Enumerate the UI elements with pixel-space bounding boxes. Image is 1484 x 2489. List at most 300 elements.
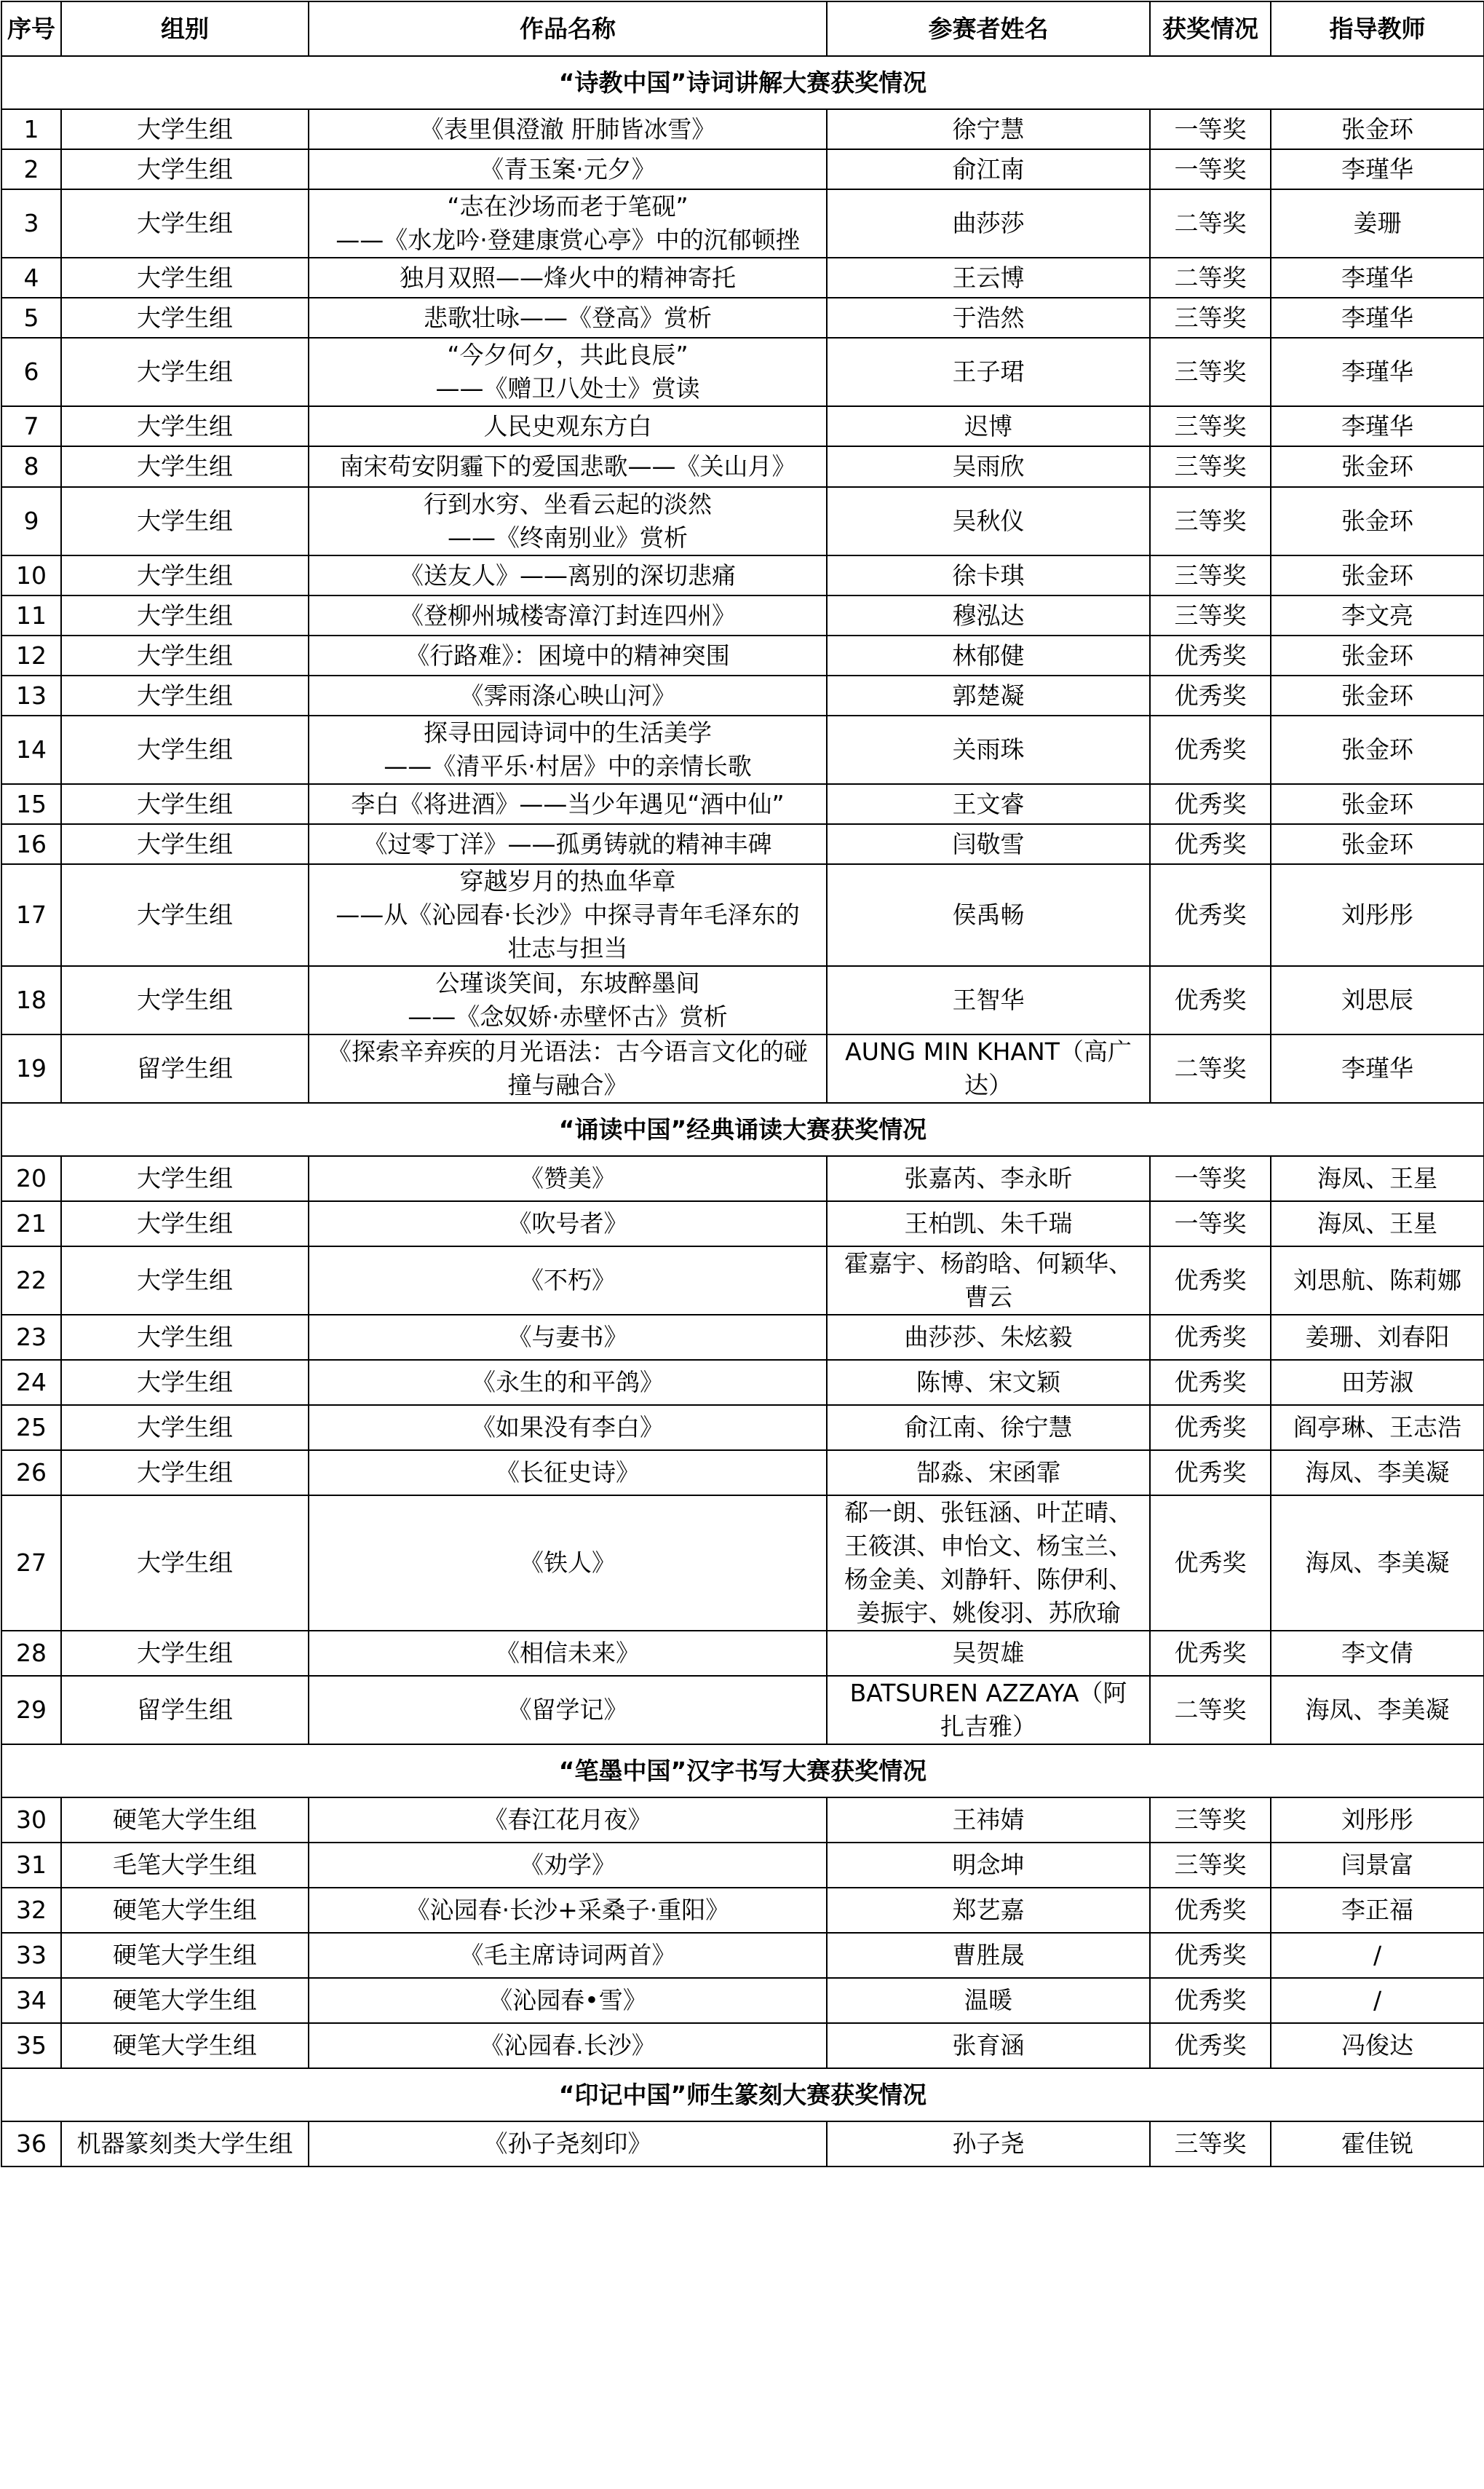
cell-group: 大学生组 [61, 864, 309, 966]
table-row [1, 1246, 1484, 1315]
table-row [1, 149, 1484, 189]
cell-participants-line: 郭楚凝 [952, 681, 1025, 710]
cell-work-title-line: 《沁园春•雪》 [488, 1986, 647, 2014]
cell-teacher: 刘思航、陈莉娜 [1271, 1246, 1484, 1315]
cell-group: 留学生组 [61, 1034, 309, 1103]
table-body [1, 56, 1484, 2167]
cell-teacher: 海凤、李美凝 [1271, 1495, 1484, 1631]
table-row [1, 1405, 1484, 1450]
cell-index: 4 [1, 258, 61, 298]
cell-work-title [309, 189, 827, 258]
cell-teacher: 李瑾华 [1271, 1034, 1484, 1103]
cell-participants-line: 王文睿 [952, 789, 1025, 818]
cell-award: 三等奖 [1150, 1797, 1271, 1843]
table-row [1, 1631, 1484, 1676]
cell-participants [827, 338, 1150, 406]
cell-participants [827, 149, 1150, 189]
cell-teacher: 张金环 [1271, 824, 1484, 864]
cell-index: 2 [1, 149, 61, 189]
cell-work-title [309, 636, 827, 676]
cell-work-title [309, 446, 827, 487]
section-row [1, 56, 1484, 109]
cell-participants [827, 1797, 1150, 1843]
cell-work-title [309, 1495, 827, 1631]
cell-work-title [309, 2023, 827, 2068]
cell-participants-line: 曹胜晟 [952, 1941, 1025, 1969]
cell-group: 硬笔大学生组 [61, 1933, 309, 1978]
cell-participants [827, 1676, 1150, 1744]
cell-participants-line: 张育涵 [952, 2031, 1025, 2059]
cell-award: 优秀奖 [1150, 2023, 1271, 2068]
cell-participants-line: 迟博 [964, 411, 1012, 440]
cell-work-title [309, 298, 827, 338]
cell-award: 三等奖 [1150, 595, 1271, 636]
cell-participants-line: 王筱淇、申怡文、杨宝兰、 [844, 1532, 1132, 1560]
cell-teacher: 张金环 [1271, 109, 1484, 149]
cell-award: 优秀奖 [1150, 676, 1271, 716]
cell-work-title-line: 《春江花月夜》 [483, 1805, 652, 1834]
cell-group: 硬笔大学生组 [61, 1797, 309, 1843]
header-index: 序号 [1, 1, 61, 56]
section-title: “笔墨中国”汉字书写大赛获奖情况 [1, 1744, 1484, 1797]
cell-work-title-line: ——《终南别业》赏析 [448, 523, 688, 552]
table-row [1, 864, 1484, 966]
cell-work-title-line: 《青玉案·元夕》 [480, 154, 656, 183]
cell-work-title-line: 《留学记》 [507, 1695, 628, 1724]
table-header [1, 1, 1484, 56]
cell-participants-line: 俞江南 [952, 154, 1025, 183]
cell-participants [827, 1405, 1150, 1450]
cell-participants [827, 406, 1150, 446]
cell-participants-line: AUNG MIN KHANT（高广 [845, 1037, 1132, 1066]
cell-work-title-line: 李白《将进酒》——当少年遇见“酒中仙” [351, 789, 785, 818]
cell-index: 1 [1, 109, 61, 149]
cell-work-title [309, 1360, 827, 1405]
cell-participants [827, 1246, 1150, 1315]
cell-work-title [309, 1978, 827, 2023]
cell-work-title-line: 《探索辛弃疾的月光语法：古今语言文化的碰 [328, 1037, 808, 1066]
cell-group: 大学生组 [61, 258, 309, 298]
cell-participants [827, 1360, 1150, 1405]
cell-work-title [309, 1156, 827, 1201]
cell-teacher: 李文亮 [1271, 595, 1484, 636]
cell-group: 留学生组 [61, 1676, 309, 1744]
cell-index: 8 [1, 446, 61, 487]
table-row [1, 636, 1484, 676]
cell-participants-line: BATSUREN AZZAYA（阿 [849, 1679, 1127, 1707]
cell-participants [827, 1315, 1150, 1360]
cell-award: 优秀奖 [1150, 1933, 1271, 1978]
cell-index: 35 [1, 2023, 61, 2068]
cell-work-title [309, 1201, 827, 1246]
cell-index: 36 [1, 2121, 61, 2167]
cell-participants-line: 霍嘉宇、杨韵晗、何颖华、 [844, 1249, 1132, 1278]
cell-participants-line: 林郁健 [952, 641, 1025, 670]
cell-work-title [309, 716, 827, 784]
cell-award: 三等奖 [1150, 298, 1271, 338]
section-row [1, 2068, 1484, 2121]
cell-work-title-line: 南宋苟安阴霾下的爱国悲歌——《关山月》 [339, 452, 796, 480]
cell-work-title [309, 1246, 827, 1315]
cell-participants [827, 1631, 1150, 1676]
cell-participants-line: 郗一朗、张钰涵、叶芷晴、 [844, 1498, 1132, 1527]
cell-work-title-line: 《与妻书》 [507, 1323, 628, 1351]
cell-work-title-line: ——《念奴娇·赤壁怀古》赏析 [408, 1002, 728, 1031]
cell-participants-line: 王智华 [952, 986, 1025, 1014]
cell-participants [827, 784, 1150, 824]
cell-award: 优秀奖 [1150, 1246, 1271, 1315]
cell-teacher: 姜珊 [1271, 189, 1484, 258]
cell-index: 20 [1, 1156, 61, 1201]
cell-participants [827, 109, 1150, 149]
cell-award: 优秀奖 [1150, 1315, 1271, 1360]
cell-participants-line: 俞江南、徐宁慧 [904, 1413, 1073, 1441]
header-teacher: 指导教师 [1271, 1, 1484, 56]
cell-group: 大学生组 [61, 298, 309, 338]
cell-participants-line: 穆泓达 [952, 601, 1025, 630]
table-row [1, 555, 1484, 595]
cell-participants [827, 864, 1150, 966]
cell-award: 一等奖 [1150, 1156, 1271, 1201]
table-row [1, 2121, 1484, 2167]
table-row [1, 487, 1484, 555]
cell-participants [827, 446, 1150, 487]
cell-participants-line: 温暖 [964, 1986, 1012, 2014]
cell-index: 6 [1, 338, 61, 406]
cell-participants-line: 王祎婧 [952, 1805, 1025, 1834]
cell-work-title-line: ——《水龙吟·登建康赏心亭》中的沉郁顿挫 [336, 226, 800, 254]
cell-participants [827, 636, 1150, 676]
table-row [1, 1201, 1484, 1246]
table-row [1, 1156, 1484, 1201]
cell-index: 15 [1, 784, 61, 824]
cell-work-title-line: 悲歌壮咏——《登高》赏析 [424, 303, 712, 332]
cell-group: 大学生组 [61, 1315, 309, 1360]
cell-index: 9 [1, 487, 61, 555]
cell-index: 26 [1, 1450, 61, 1495]
cell-work-title-line: 探寻田园诗词中的生活美学 [424, 719, 712, 747]
cell-teacher: 刘思辰 [1271, 966, 1484, 1034]
cell-work-title [309, 1450, 827, 1495]
cell-group: 大学生组 [61, 555, 309, 595]
cell-work-title-line: 公瑾谈笑间，东坡醉墨间 [435, 969, 700, 997]
table-row [1, 1315, 1484, 1360]
cell-work-title-line: ——《赠卫八处士》赏读 [435, 374, 700, 403]
cell-participants [827, 966, 1150, 1034]
cell-work-title-line: 《行路难》：困境中的精神突围 [405, 641, 730, 670]
cell-teacher: 刘彤彤 [1271, 864, 1484, 966]
cell-participants-line: 明念坤 [952, 1851, 1025, 1879]
cell-group: 毛笔大学生组 [61, 1843, 309, 1888]
cell-teacher: 姜珊、刘春阳 [1271, 1315, 1484, 1360]
cell-participants [827, 716, 1150, 784]
cell-index: 19 [1, 1034, 61, 1103]
cell-group: 硬笔大学生组 [61, 1888, 309, 1933]
section-row [1, 1744, 1484, 1797]
cell-group: 大学生组 [61, 189, 309, 258]
cell-work-title-line: 《吹号者》 [507, 1209, 628, 1238]
cell-work-title-line: 《登柳州城楼寄漳汀封连四州》 [400, 601, 736, 630]
cell-work-title-line: 《铁人》 [520, 1548, 616, 1577]
cell-participants-line: 吴秋仪 [952, 507, 1025, 535]
cell-participants-line: 陈博、宋文颖 [916, 1368, 1060, 1396]
cell-teacher: 张金环 [1271, 555, 1484, 595]
cell-index: 18 [1, 966, 61, 1034]
cell-work-title [309, 784, 827, 824]
cell-work-title-line: ——《清平乐·村居》中的亲情长歌 [384, 752, 752, 780]
cell-index: 10 [1, 555, 61, 595]
cell-work-title-line: 《不朽》 [520, 1266, 616, 1294]
cell-participants-line: 郜淼、宋函霏 [916, 1458, 1060, 1487]
cell-participants-line: 郑艺嘉 [952, 1896, 1025, 1924]
cell-award: 一等奖 [1150, 149, 1271, 189]
table-row [1, 1843, 1484, 1888]
cell-group: 大学生组 [61, 1201, 309, 1246]
table-row [1, 446, 1484, 487]
cell-work-title-line: 《永生的和平鸽》 [472, 1368, 664, 1396]
cell-teacher: 李瑾华 [1271, 258, 1484, 298]
cell-group: 大学生组 [61, 784, 309, 824]
cell-work-title-line: 行到水穷、坐看云起的淡然 [424, 490, 712, 518]
cell-work-title-line: 《霁雨涤心映山河》 [459, 681, 676, 710]
cell-group: 硬笔大学生组 [61, 1978, 309, 2023]
cell-award: 三等奖 [1150, 1843, 1271, 1888]
section-row [1, 1103, 1484, 1156]
cell-participants-line: 达） [964, 1071, 1012, 1099]
cell-work-title [309, 595, 827, 636]
table-row [1, 1888, 1484, 1933]
cell-index: 23 [1, 1315, 61, 1360]
cell-index: 24 [1, 1360, 61, 1405]
cell-work-title [309, 1797, 827, 1843]
cell-teacher: 张金环 [1271, 636, 1484, 676]
cell-work-title [309, 1676, 827, 1744]
cell-work-title-line: 独月双照——烽火中的精神寄托 [400, 263, 736, 292]
cell-group: 大学生组 [61, 1156, 309, 1201]
cell-index: 27 [1, 1495, 61, 1631]
cell-work-title-line: 《赞美》 [520, 1164, 616, 1192]
cell-award: 优秀奖 [1150, 1495, 1271, 1631]
cell-index: 25 [1, 1405, 61, 1450]
cell-participants [827, 595, 1150, 636]
cell-work-title-line: “今夕何夕，共此良辰” [447, 341, 689, 369]
cell-teacher: 李瑾华 [1271, 406, 1484, 446]
cell-participants-line: 闫敬雪 [952, 829, 1025, 858]
cell-participants [827, 1843, 1150, 1888]
section-title: “印记中国”师生篆刻大赛获奖情况 [1, 2068, 1484, 2121]
cell-work-title [309, 338, 827, 406]
cell-teacher: 李文倩 [1271, 1631, 1484, 1676]
cell-award: 三等奖 [1150, 406, 1271, 446]
cell-work-title [309, 2121, 827, 2167]
cell-work-title [309, 966, 827, 1034]
cell-index: 13 [1, 676, 61, 716]
cell-award: 优秀奖 [1150, 716, 1271, 784]
cell-participants [827, 298, 1150, 338]
cell-participants [827, 1201, 1150, 1246]
cell-teacher: 海凤、李美凝 [1271, 1450, 1484, 1495]
cell-participants [827, 487, 1150, 555]
cell-teacher: 田芳淑 [1271, 1360, 1484, 1405]
cell-teacher: 刘彤彤 [1271, 1797, 1484, 1843]
cell-participants [827, 824, 1150, 864]
cell-participants [827, 258, 1150, 298]
cell-work-title-line: ——从《沁园春·长沙》中探寻青年毛泽东的 [336, 901, 800, 929]
cell-index: 29 [1, 1676, 61, 1744]
cell-work-title-line: 《送友人》——离别的深切悲痛 [400, 561, 736, 590]
cell-participants [827, 1156, 1150, 1201]
cell-work-title [309, 555, 827, 595]
cell-index: 22 [1, 1246, 61, 1315]
cell-award: 一等奖 [1150, 109, 1271, 149]
table-row [1, 1034, 1484, 1103]
cell-award: 优秀奖 [1150, 1360, 1271, 1405]
cell-participants [827, 1495, 1150, 1631]
cell-group: 大学生组 [61, 446, 309, 487]
cell-work-title-line: 《劝学》 [520, 1851, 616, 1879]
cell-award: 优秀奖 [1150, 966, 1271, 1034]
cell-participants-line: 侯禹畅 [952, 901, 1025, 929]
cell-participants [827, 2023, 1150, 2068]
cell-participants [827, 555, 1150, 595]
table-row [1, 298, 1484, 338]
cell-index: 3 [1, 189, 61, 258]
table-row [1, 966, 1484, 1034]
cell-participants-line: 曲莎莎、朱炫毅 [904, 1323, 1073, 1351]
table-row [1, 1978, 1484, 2023]
cell-award: 三等奖 [1150, 2121, 1271, 2167]
cell-index: 28 [1, 1631, 61, 1676]
cell-work-title-line: 《表里俱澄澈 肝肺皆冰雪》 [419, 114, 716, 143]
table-row [1, 1360, 1484, 1405]
cell-group: 大学生组 [61, 1360, 309, 1405]
cell-teacher: 李正福 [1271, 1888, 1484, 1933]
cell-work-title-line: 《孙子尧刻印》 [483, 2129, 652, 2158]
cell-work-title [309, 1631, 827, 1676]
cell-work-title-line: 人民史观东方白 [483, 411, 652, 440]
cell-index: 31 [1, 1843, 61, 1888]
cell-award: 优秀奖 [1150, 864, 1271, 966]
table-row [1, 595, 1484, 636]
cell-award: 二等奖 [1150, 189, 1271, 258]
header-participants: 参赛者姓名 [827, 1, 1150, 56]
cell-participants-line: 王云博 [952, 263, 1025, 292]
cell-group: 大学生组 [61, 406, 309, 446]
cell-index: 11 [1, 595, 61, 636]
cell-award: 优秀奖 [1150, 636, 1271, 676]
cell-work-title [309, 258, 827, 298]
cell-group: 大学生组 [61, 966, 309, 1034]
table-row [1, 1450, 1484, 1495]
cell-award: 优秀奖 [1150, 1631, 1271, 1676]
cell-award: 优秀奖 [1150, 824, 1271, 864]
table-row [1, 109, 1484, 149]
cell-teacher: 张金环 [1271, 716, 1484, 784]
cell-work-title-line: 《长征史诗》 [496, 1458, 640, 1487]
cell-participants-line: 于浩然 [952, 303, 1025, 332]
table-row [1, 258, 1484, 298]
table-row [1, 676, 1484, 716]
cell-group: 大学生组 [61, 824, 309, 864]
cell-index: 34 [1, 1978, 61, 2023]
cell-index: 12 [1, 636, 61, 676]
table-row [1, 716, 1484, 784]
cell-award: 二等奖 [1150, 258, 1271, 298]
cell-award: 三等奖 [1150, 446, 1271, 487]
cell-group: 大学生组 [61, 338, 309, 406]
cell-teacher: 张金环 [1271, 784, 1484, 824]
cell-work-title [309, 109, 827, 149]
cell-participants-line: 扎吉雅） [940, 1712, 1036, 1741]
cell-participants-line: 吴雨欣 [952, 452, 1025, 480]
table-row [1, 2023, 1484, 2068]
table-row [1, 406, 1484, 446]
cell-participants [827, 1034, 1150, 1103]
cell-index: 33 [1, 1933, 61, 1978]
cell-group: 大学生组 [61, 1405, 309, 1450]
table-row [1, 1933, 1484, 1978]
cell-work-title [309, 1034, 827, 1103]
cell-participants-line: 张嘉芮、李永昕 [904, 1164, 1073, 1192]
cell-work-title [309, 1933, 827, 1978]
cell-work-title [309, 676, 827, 716]
cell-group: 硬笔大学生组 [61, 2023, 309, 2068]
cell-participants [827, 2121, 1150, 2167]
cell-group: 大学生组 [61, 676, 309, 716]
cell-teacher: / [1271, 1978, 1484, 2023]
cell-award: 二等奖 [1150, 1034, 1271, 1103]
cell-group: 大学生组 [61, 716, 309, 784]
awards-table [1, 1, 1484, 2167]
cell-index: 17 [1, 864, 61, 966]
cell-work-title-line: 《毛主席诗词两首》 [459, 1941, 676, 1969]
cell-award: 三等奖 [1150, 555, 1271, 595]
cell-award: 优秀奖 [1150, 1888, 1271, 1933]
table-row [1, 189, 1484, 258]
cell-teacher: 海凤、王星 [1271, 1156, 1484, 1201]
cell-award: 优秀奖 [1150, 1450, 1271, 1495]
cell-work-title [309, 487, 827, 555]
cell-work-title [309, 824, 827, 864]
cell-teacher: 李瑾华 [1271, 298, 1484, 338]
cell-group: 大学生组 [61, 1246, 309, 1315]
cell-participants-line: 吴贺雄 [952, 1639, 1025, 1667]
cell-participants-line: 姜振宇、姚俊羽、苏欣瑜 [856, 1599, 1121, 1627]
cell-participants [827, 189, 1150, 258]
cell-work-title [309, 149, 827, 189]
cell-award: 二等奖 [1150, 1676, 1271, 1744]
table-row [1, 338, 1484, 406]
cell-teacher: 张金环 [1271, 446, 1484, 487]
cell-participants-line: 徐宁慧 [952, 114, 1025, 143]
cell-work-title [309, 1405, 827, 1450]
cell-participants-line: 徐卡琪 [952, 561, 1025, 590]
cell-group: 大学生组 [61, 636, 309, 676]
cell-group: 大学生组 [61, 487, 309, 555]
cell-award: 一等奖 [1150, 1201, 1271, 1246]
cell-group: 大学生组 [61, 1631, 309, 1676]
section-title: “诗教中国”诗词讲解大赛获奖情况 [1, 56, 1484, 109]
cell-work-title-line: 《沁园春.长沙》 [480, 2031, 656, 2059]
cell-index: 21 [1, 1201, 61, 1246]
cell-participants-line: 曲莎莎 [952, 209, 1025, 237]
cell-index: 5 [1, 298, 61, 338]
cell-award: 三等奖 [1150, 338, 1271, 406]
cell-group: 大学生组 [61, 595, 309, 636]
cell-teacher: 张金环 [1271, 487, 1484, 555]
header-group: 组别 [61, 1, 309, 56]
cell-teacher: 霍佳锐 [1271, 2121, 1484, 2167]
